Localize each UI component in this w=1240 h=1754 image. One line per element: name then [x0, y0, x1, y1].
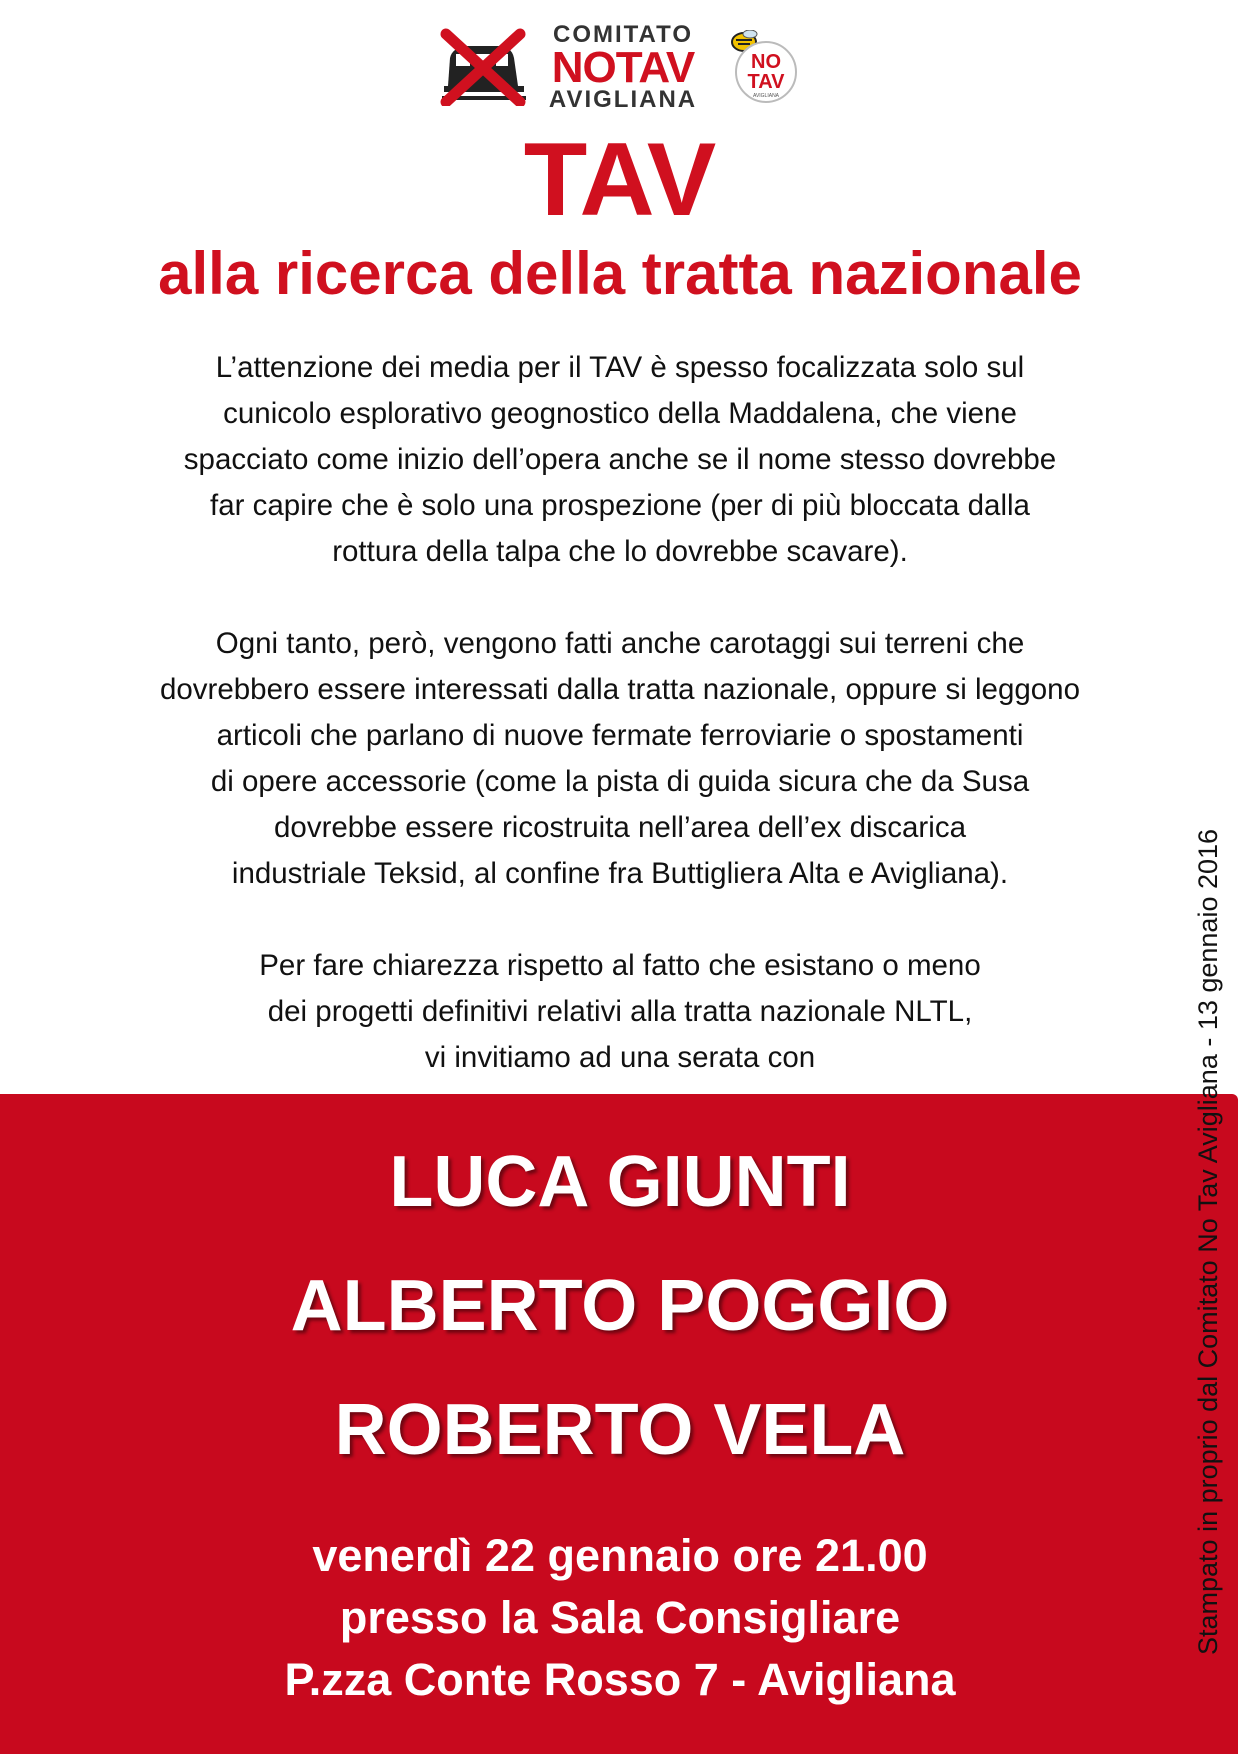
- text-line: spacciato come inizio dell’opera anche se il nome stesso dovrebbe: [183, 443, 1057, 476]
- crossed-train-icon: [440, 28, 526, 106]
- text-line: di opere accessorie (come la pista di guida sicura che da Susa: [210, 765, 1030, 798]
- text-line: rottura della talpa che lo dovrebbe scavare).: [332, 535, 908, 568]
- text-line: dei progetti definitivi relativi alla tratta nazionale NLTL,: [267, 995, 973, 1028]
- paragraph-1: [80, 345, 1160, 575]
- committee-logo: [440, 21, 800, 113]
- event-venue: presso la Sala Consigliare: [339, 1592, 901, 1643]
- page-subtitle: alla ricerca della tratta nazionale: [158, 240, 1082, 307]
- body-text: [80, 345, 1160, 1127]
- no-tav-badge: [726, 30, 798, 106]
- badge-tav: TAV: [747, 71, 785, 93]
- event-address: P.zza Conte Rosso 7 - Avigliana: [284, 1654, 956, 1705]
- logo-line-notav: NOTAV: [551, 43, 695, 92]
- speaker-name: ROBERTO VELA: [334, 1390, 906, 1470]
- text-line: L’attenzione dei media per il TAV è spesso focalizzata solo sul: [215, 351, 1025, 384]
- event-date-time: venerdì 22 gennaio ore 21.00: [312, 1530, 928, 1581]
- text-line: cunicolo esplorativo geognostico della Maddalena, che viene: [223, 397, 1017, 430]
- speaker-name: LUCA GIUNTI: [389, 1142, 851, 1222]
- text-line: industriale Teksid, al confine fra Buttigliera Alta e Avigliana).: [231, 857, 1009, 890]
- paragraph-3: [80, 943, 1160, 1081]
- text-line: far capire che è solo una prospezione (per di più bloccata dalla: [210, 489, 1030, 522]
- text-line: dovrebbero essere interessati dalla tratta nazionale, oppure si leggono: [159, 673, 1080, 706]
- badge-small: AVIGLIANA: [752, 93, 780, 99]
- page-title: TAV: [523, 122, 717, 238]
- logo-line-comitato: COMITATO: [553, 21, 693, 48]
- paragraph-2: [80, 621, 1160, 897]
- printing-note: Stampato in proprio dal Comitato No Tav Avigliana - 13 gennaio 2016: [1193, 828, 1223, 1655]
- text-line: vi invitiamo ad una serata con: [424, 1041, 816, 1074]
- text-line: articoli che parlano di nuove fermate ferroviarie o spostamenti: [216, 719, 1024, 752]
- logo-line-avigliana: AVIGLIANA: [548, 86, 698, 113]
- badge-no: NO: [751, 51, 781, 73]
- text-line: Ogni tanto, però, vengono fatti anche carotaggi sui terreni che: [215, 627, 1025, 660]
- speaker-name: ALBERTO POGGIO: [290, 1266, 950, 1346]
- text-line: dovrebbe essere ricostruita nell’area dell’ex discarica: [274, 811, 966, 844]
- text-line: Per fare chiarezza rispetto al fatto che esistano o meno: [259, 949, 981, 982]
